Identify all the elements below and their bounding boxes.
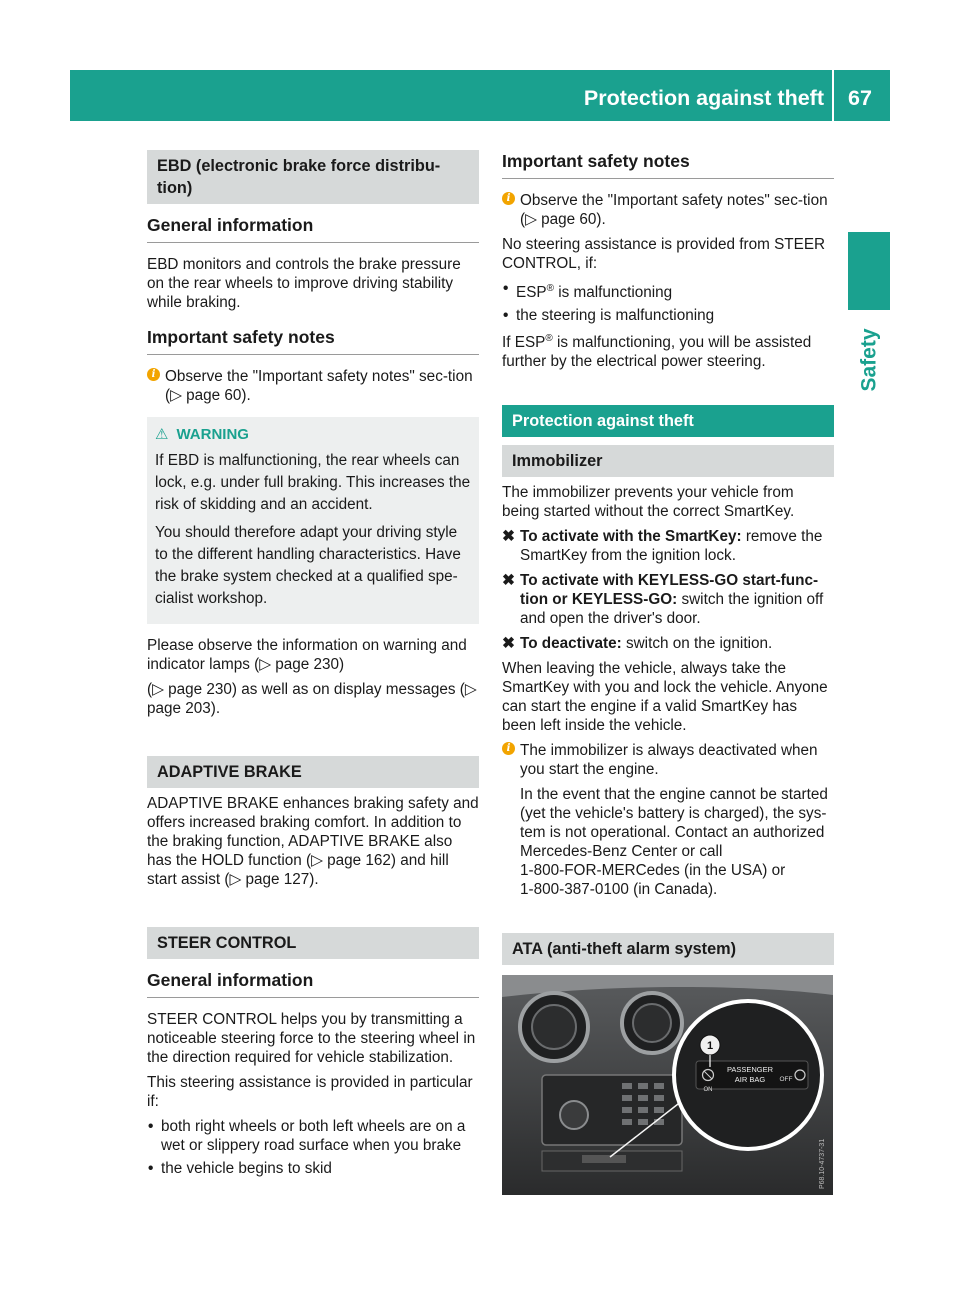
- action-step: ✖ To activate with KEYLESS-GO start-func-tion or KEYLESS-GO: switch the ignition off and open the driver's door.: [502, 572, 824, 628]
- warning-box: [147, 417, 479, 624]
- adaptive-brake-description: ADAPTIVE BRAKE enhances braking safety and offers increased braking comfort. In addition to the braking function, ADAPTIVE BRAKE also has the HOLD function (▷ page 162) and hill start assist (▷ page 127).: [147, 795, 479, 888]
- section-heading-protection-against-theft: Protection against theft: [502, 405, 834, 437]
- info-note-text: Observe the "Important safety notes" sec-tion (▷ page 60).: [520, 192, 828, 228]
- warning-triangle-icon: ⚠: [155, 426, 169, 443]
- left-column: [147, 150, 479, 1182]
- section-heading-immobilizer: Immobilizer: [502, 445, 834, 477]
- info-note: [502, 191, 834, 229]
- observe-paragraph: (▷ page 230) as well as on display messages (▷ page 203).: [147, 681, 477, 717]
- page-number: 67: [848, 86, 872, 110]
- off-label: OFF: [779, 1076, 793, 1084]
- section-heading-ebd: EBD (electronic brake force distribu-tion): [147, 150, 479, 204]
- airbag-label: AIR BAG: [734, 1075, 766, 1085]
- section-heading-steer-control: STEER CONTROL: [147, 927, 479, 959]
- action-arrow-icon: ✖: [502, 635, 515, 653]
- section-heading-adaptive-brake: ADAPTIVE BRAKE: [147, 756, 479, 788]
- steer-description: STEER CONTROL helps you by transmitting a noticeable steering force to the steering wheel in the direction required for vehicle stabilization.: [147, 1011, 476, 1066]
- section-heading-ata: ATA (anti-theft alarm system): [502, 933, 834, 965]
- observe-paragraph: Please observe the information on warning and indicator lamps (▷ page 230): [147, 637, 467, 673]
- info-note-text: In the event that the engine cannot be started (yet the vehicle's battery is charged), the sys-tem is not operational. Contact an authorized Mercedes-Benz Center or call: [520, 786, 828, 861]
- warning-title: ⚠ WARNING: [155, 426, 249, 443]
- info-icon: i: [147, 368, 160, 381]
- leaving-vehicle-note: When leaving the vehicle, always take the SmartKey with you and lock the vehicle. Anyone can start the engine if a valid SmartKey has been left inside the vehicle.: [502, 660, 828, 735]
- bullet: •: [148, 1160, 154, 1177]
- action-arrow-icon: ✖: [502, 572, 515, 590]
- subheading-general-information: General information: [147, 214, 479, 243]
- list-item: • the steering is malfunctioning: [503, 307, 715, 325]
- phone-canada: 1-800-387-0100 (in Canada).: [520, 881, 718, 899]
- figure-code: P68.10-4737-31: [819, 1138, 826, 1190]
- dashboard-photo: [502, 975, 833, 1195]
- action-arrow-icon: ✖: [502, 528, 515, 546]
- info-note-text: Observe the "Important safety notes" sec-tion (▷ page 60).: [165, 368, 473, 404]
- list-item: • both right wheels or both left wheels are on a wet or slippery road surface when you brake: [148, 1118, 466, 1154]
- passenger-label: PASSENGER: [726, 1065, 774, 1075]
- page-header-title: Protection against theft: [583, 86, 824, 110]
- steer-condition-intro: This steering assistance is provided in particular if:: [147, 1074, 473, 1110]
- info-note-text: The immobilizer is always deactivated when you start the engine.: [520, 742, 818, 779]
- info-note: [147, 367, 479, 405]
- section-side-label: Safety: [857, 328, 881, 392]
- steer-exception-intro: No steering assistance is provided from STEER CONTROL, if:: [502, 236, 826, 272]
- subheading-general-information: General information: [147, 969, 479, 998]
- callout-number: 1: [706, 1040, 714, 1053]
- list-item: • the vehicle begins to skid: [148, 1160, 332, 1177]
- info-icon: i: [502, 742, 515, 755]
- subheading-important-safety-notes: Important safety notes: [502, 150, 834, 179]
- section-side-tab: [848, 232, 890, 310]
- warning-text: You should therefore adapt your driving style to the different handling characteristics. Have the brake system checked at a qualified spe-cialist workshop.: [155, 524, 461, 607]
- action-step: ✖ To activate with the SmartKey: remove the SmartKey from the ignition lock.: [502, 528, 823, 565]
- immobilizer-description: The immobilizer prevents your vehicle from being started without the correct SmartKey.: [502, 484, 795, 521]
- info-note: [502, 741, 834, 899]
- info-icon: i: [502, 192, 515, 205]
- action-step: ✖ To deactivate: switch on the ignition.: [502, 635, 773, 653]
- right-column: [502, 150, 834, 1195]
- dashboard-illustration: [502, 975, 833, 1195]
- on-label: ON: [703, 1087, 713, 1094]
- warning-text: If EBD is malfunctioning, the rear wheels can lock, e.g. under full braking. This increases the risk of skidding and an accident.: [155, 452, 471, 513]
- ebd-description: EBD monitors and controls the brake pressure on the rear wheels to improve driving stability while braking.: [147, 256, 461, 311]
- subheading-important-safety-notes: Important safety notes: [147, 326, 479, 355]
- bullet: •: [503, 307, 509, 325]
- esp-malfunction-note: If ESP® is malfunctioning, you will be assisted further by the electrical power steering.: [502, 333, 812, 371]
- bullet: •: [503, 280, 509, 297]
- bullet: •: [148, 1118, 154, 1135]
- header-separator: [832, 70, 834, 121]
- phone-usa: 1-800-FOR-MERCedes (in the USA) or: [520, 862, 786, 880]
- list-item: • ESP® is malfunctioning: [503, 280, 673, 302]
